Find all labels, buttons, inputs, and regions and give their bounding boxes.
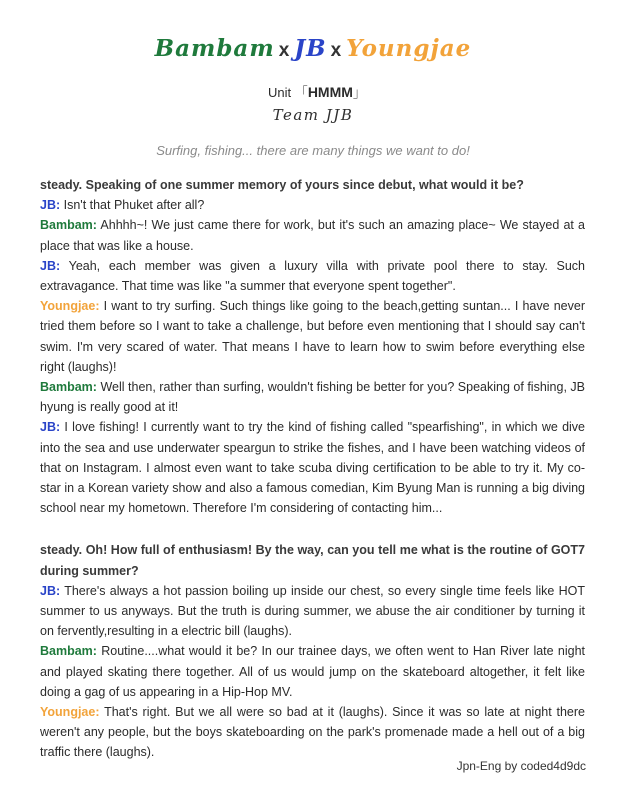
answer-text: Yeah, each member was given a luxury villa with private pool there to stay. Such extravagance. That time was like "a summer that everyone spent together". xyxy=(40,258,585,294)
answer-paragraph xyxy=(40,377,585,417)
answer-paragraph xyxy=(40,296,585,377)
answer-text: Well then, rather than surfing, wouldn't fishing be better for you? Speaking of fishing, JB hyung is really good at it! xyxy=(40,380,585,415)
speaker-label-jb: JB: xyxy=(40,420,61,435)
answer-text: Isn't that Phuket after all? xyxy=(60,198,205,213)
translation-credit: Jpn-Eng by coded4d9dc xyxy=(456,759,586,773)
speaker-label-youngjae: Youngjae: xyxy=(40,299,100,314)
team-name: Team JJB xyxy=(272,106,354,124)
speaker-label-youngjae: Youngjae: xyxy=(40,705,100,720)
answer-text: Routine....what would it be? In our trainee days, we often went to Han River late night and played skating there together. All of us would jump on the skateboard altogether, it felt like doing a gag of us appearing in a Hip-Hop MV. xyxy=(40,644,585,699)
speaker-label-bambam: Bambam: xyxy=(40,644,97,659)
speaker-label-bambam: Bambam: xyxy=(40,218,97,233)
answer-text: Ahhhh~! We just came there for work, but it's such an amazing place~ We stayed at a place that was like a house. xyxy=(40,218,585,253)
unit-name: HMMM xyxy=(307,84,353,100)
answer-text: That's right. But we all were so bad at it (laughs). Since it was so late at night there weren't any people, but the boys skateboarding on the park's promenade made a hell out of a big traffic there (laughs). xyxy=(40,705,585,760)
unit-prefix: Unit xyxy=(268,85,292,100)
interview-question: steady. Speaking of one summer memory of yours since debut, what would it be? xyxy=(40,178,524,192)
title-separator: x xyxy=(278,40,291,61)
speaker-label-jb: JB: xyxy=(40,258,61,273)
answer-paragraph xyxy=(40,417,585,518)
answer-paragraph xyxy=(40,581,585,642)
interview-body xyxy=(40,175,585,763)
title-separator: x xyxy=(330,40,343,61)
section-gap xyxy=(40,518,585,540)
unit-bracket-close: 」 xyxy=(352,85,366,100)
speaker-label-jb: JB: xyxy=(40,198,61,213)
answer-paragraph xyxy=(40,702,585,763)
speaker-label-bambam: Bambam: xyxy=(40,380,97,395)
article-subtitle: Surfing, fishing... there are many things we want to do! xyxy=(156,143,470,158)
answer-text: I want to try surfing. Such things like going to the beach,getting suntan... I have never tried them before so I want to take a challenge, but before even mentioning that I should say can't swim. I'm very scared of water. That means I have to learn how to swim before everything else right (laughs)! xyxy=(40,299,585,374)
answer-paragraph xyxy=(40,195,585,215)
members-title xyxy=(0,34,626,66)
answer-text: There's always a hot passion boiling up inside our chest, so every single time feels like HOT summer to us anyways. But the truth is during summer, we abuse the air conditioner by turning it on fervently,resulting in a electric bill (laughs). xyxy=(40,583,585,639)
answer-text: I love fishing! I currently want to try the kind of fishing called "spearfishing", in which we dive into the sea and use underwater speargun to strike the fishes, and I have been watching videos of that on Instagram. I almost even want to take scuba diving certification to be able to try it. My co-star in a Korean variety show and also a famous comedian, Kim Byung Man is running a big diving school near my hometown. Therefore I'm considering of contacting him... xyxy=(40,420,585,516)
unit-bracket-open: 「 xyxy=(294,85,308,100)
answer-paragraph xyxy=(40,215,585,255)
answer-paragraph xyxy=(40,641,585,702)
answer-paragraph xyxy=(40,256,585,296)
speaker-label-jb: JB: xyxy=(40,583,61,598)
title-bambam: Bambam xyxy=(154,35,275,62)
title-youngjae: Youngjae xyxy=(346,35,472,62)
interview-question: steady. Oh! How full of enthusiasm! By the way, can you tell me what is the routine of GOT7 during summer? xyxy=(40,543,585,578)
title-jb: JB xyxy=(294,35,327,62)
unit-line xyxy=(0,83,626,102)
